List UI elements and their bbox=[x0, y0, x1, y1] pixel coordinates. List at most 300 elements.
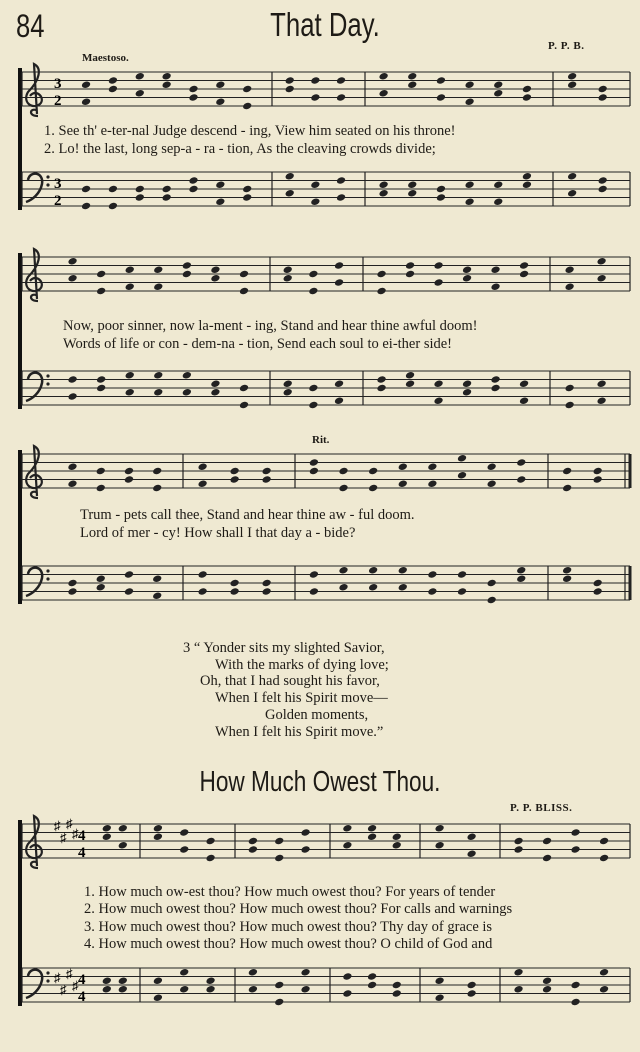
lyric-line-verse-1: 1. See th' e-ter-nal Judge descend - ing, View him seated on his throne! bbox=[44, 123, 456, 139]
note-head bbox=[487, 462, 497, 471]
note-head bbox=[567, 80, 577, 89]
note-head bbox=[102, 832, 112, 841]
note-head bbox=[283, 265, 293, 274]
note-head bbox=[599, 968, 609, 977]
note-head bbox=[152, 591, 162, 600]
note-head bbox=[179, 845, 189, 854]
note-head bbox=[283, 388, 293, 397]
note-head bbox=[597, 396, 607, 405]
note-head bbox=[182, 371, 192, 380]
note-head bbox=[210, 274, 220, 283]
hymn-title-how-much-owest-thou: How Much Owest Thou. bbox=[199, 766, 441, 798]
note-head bbox=[490, 282, 500, 291]
note-head bbox=[436, 76, 446, 85]
note-head bbox=[102, 824, 112, 833]
lyrics-system-2 bbox=[63, 317, 477, 353]
time-signature-top: 3 bbox=[54, 76, 62, 92]
note-head bbox=[368, 566, 378, 575]
verse-line: When I felt his Spirit move.” bbox=[215, 723, 384, 740]
note-head bbox=[182, 388, 192, 397]
note-head bbox=[433, 396, 443, 405]
note-head bbox=[125, 265, 135, 274]
note-head bbox=[436, 93, 446, 102]
note-head bbox=[570, 998, 580, 1007]
note-head bbox=[433, 278, 443, 287]
note-head bbox=[81, 97, 91, 106]
note-head bbox=[338, 484, 348, 493]
note-head bbox=[108, 76, 118, 85]
note-head bbox=[516, 458, 526, 467]
note-head bbox=[198, 462, 208, 471]
note-head bbox=[367, 824, 377, 833]
lyric-line-verse-1: 1. How much ow-est thou? How much owest thou? For years of tender bbox=[84, 884, 496, 900]
note-head bbox=[493, 180, 503, 189]
hymn-title-that-day: That Day. bbox=[270, 6, 380, 43]
note-head bbox=[179, 828, 189, 837]
note-head bbox=[210, 379, 220, 388]
note-head bbox=[398, 479, 408, 488]
note-head bbox=[309, 570, 319, 579]
note-head bbox=[542, 985, 552, 994]
note-head bbox=[215, 80, 225, 89]
note-head bbox=[285, 76, 295, 85]
verse-line: Oh, that I had sought his favor, bbox=[200, 673, 380, 690]
lyrics-system-1 bbox=[44, 122, 456, 158]
note-head bbox=[283, 274, 293, 283]
note-head bbox=[230, 467, 240, 476]
note-head bbox=[436, 185, 446, 194]
note-head bbox=[242, 85, 252, 94]
note-head bbox=[392, 989, 402, 998]
note-head bbox=[565, 282, 575, 291]
note-head bbox=[124, 570, 134, 579]
note-head bbox=[67, 587, 77, 596]
note-head bbox=[457, 587, 467, 596]
note-head bbox=[598, 185, 608, 194]
note-head bbox=[367, 972, 377, 981]
page-number: 84 bbox=[16, 8, 45, 44]
bass-clef-dot bbox=[46, 382, 49, 385]
note-head bbox=[597, 274, 607, 283]
note-head bbox=[467, 832, 477, 841]
note-head bbox=[108, 85, 118, 94]
note-head bbox=[368, 583, 378, 592]
note-head bbox=[427, 570, 437, 579]
note-head bbox=[562, 484, 572, 493]
note-head bbox=[405, 379, 415, 388]
note-head bbox=[96, 384, 106, 393]
lyric-line-verse-2: 2. Lo! the last, long sep-a - ra - tion, As the cleaving crowds divide; bbox=[44, 141, 436, 157]
note-head bbox=[542, 976, 552, 985]
note-head bbox=[198, 479, 208, 488]
note-head bbox=[392, 841, 402, 850]
note-head bbox=[570, 845, 580, 854]
note-head bbox=[570, 828, 580, 837]
time-signature-bottom: 2 bbox=[54, 93, 62, 109]
note-head bbox=[153, 832, 163, 841]
note-head bbox=[300, 968, 310, 977]
bass-clef-dot bbox=[46, 577, 49, 580]
note-head bbox=[334, 278, 344, 287]
note-head bbox=[248, 968, 258, 977]
note-head bbox=[309, 467, 319, 476]
lyrics-system-3 bbox=[80, 506, 415, 542]
note-head bbox=[310, 76, 320, 85]
note-head bbox=[300, 845, 310, 854]
note-head bbox=[274, 998, 284, 1007]
note-head bbox=[96, 583, 106, 592]
note-head bbox=[398, 583, 408, 592]
note-head bbox=[205, 976, 215, 985]
note-head bbox=[405, 261, 415, 270]
note-head bbox=[598, 176, 608, 185]
note-head bbox=[68, 274, 78, 283]
note-head bbox=[262, 467, 272, 476]
note-head bbox=[242, 102, 252, 111]
note-head bbox=[407, 72, 417, 81]
note-head bbox=[562, 566, 572, 575]
bass-clef-dot bbox=[46, 374, 49, 377]
ritardando-marking: Rit. bbox=[312, 434, 330, 446]
note-head bbox=[125, 282, 135, 291]
note-head bbox=[516, 566, 526, 575]
lyric-line-verse-2: Words of life or con - dem-na - tion, Send each soul to ei-ther side! bbox=[63, 336, 453, 352]
note-head bbox=[96, 375, 106, 384]
note-head bbox=[519, 270, 529, 279]
note-head bbox=[108, 185, 118, 194]
note-head bbox=[125, 388, 135, 397]
note-head bbox=[162, 72, 172, 81]
note-head bbox=[379, 180, 389, 189]
note-head bbox=[407, 80, 417, 89]
note-head bbox=[597, 379, 607, 388]
sharp-icon: ♯ bbox=[66, 816, 73, 831]
note-head bbox=[379, 89, 389, 98]
note-head bbox=[153, 993, 163, 1002]
note-head bbox=[262, 579, 272, 588]
note-head bbox=[153, 265, 163, 274]
note-head bbox=[230, 475, 240, 484]
note-head bbox=[493, 197, 503, 206]
note-head bbox=[593, 467, 603, 476]
note-head bbox=[567, 189, 577, 198]
note-head bbox=[215, 97, 225, 106]
note-head bbox=[205, 985, 215, 994]
note-head bbox=[522, 180, 532, 189]
note-head bbox=[392, 832, 402, 841]
verse-line: Golden moments, bbox=[265, 706, 369, 723]
note-head bbox=[490, 384, 500, 393]
note-head bbox=[153, 371, 163, 380]
note-head bbox=[334, 396, 344, 405]
note-head bbox=[308, 270, 318, 279]
note-head bbox=[336, 176, 346, 185]
note-head bbox=[124, 587, 134, 596]
note-head bbox=[398, 566, 408, 575]
note-head bbox=[599, 854, 609, 863]
note-head bbox=[262, 587, 272, 596]
note-head bbox=[182, 261, 192, 270]
note-head bbox=[336, 193, 346, 202]
note-head bbox=[310, 197, 320, 206]
note-head bbox=[67, 479, 77, 488]
note-head bbox=[599, 985, 609, 994]
note-head bbox=[81, 185, 91, 194]
note-head bbox=[392, 981, 402, 990]
lyric-line-verse-2: Lord of mer - cy! How shall I that day a - bide? bbox=[80, 525, 356, 541]
note-head bbox=[342, 824, 352, 833]
note-head bbox=[513, 845, 523, 854]
time-signature-bottom: 4 bbox=[78, 989, 86, 1005]
note-head bbox=[274, 837, 284, 846]
note-head bbox=[368, 467, 378, 476]
note-head bbox=[427, 462, 437, 471]
bass-clef-dot bbox=[46, 569, 49, 572]
bass-clef-dot bbox=[46, 175, 49, 178]
note-head bbox=[376, 384, 386, 393]
verse-line: 3 “ Yonder sits my slighted Savior, bbox=[183, 640, 385, 656]
note-head bbox=[118, 976, 128, 985]
note-head bbox=[562, 574, 572, 583]
note-head bbox=[274, 854, 284, 863]
note-head bbox=[96, 270, 106, 279]
note-head bbox=[336, 93, 346, 102]
note-head bbox=[405, 270, 415, 279]
note-head bbox=[462, 265, 472, 274]
note-head bbox=[457, 454, 467, 463]
verse-line: With the marks of dying love; bbox=[215, 656, 389, 673]
note-head bbox=[513, 968, 523, 977]
note-head bbox=[513, 837, 523, 846]
note-head bbox=[490, 375, 500, 384]
note-head bbox=[597, 257, 607, 266]
note-head bbox=[96, 287, 106, 296]
note-head bbox=[179, 985, 189, 994]
note-head bbox=[152, 574, 162, 583]
note-head bbox=[198, 587, 208, 596]
note-head bbox=[67, 462, 77, 471]
note-head bbox=[427, 479, 437, 488]
note-head bbox=[308, 287, 318, 296]
note-head bbox=[376, 270, 386, 279]
note-head bbox=[493, 89, 503, 98]
note-head bbox=[462, 379, 472, 388]
note-head bbox=[593, 475, 603, 484]
note-head bbox=[248, 845, 258, 854]
note-head bbox=[427, 587, 437, 596]
note-head bbox=[162, 193, 172, 202]
note-head bbox=[309, 587, 319, 596]
note-head bbox=[487, 579, 497, 588]
note-head bbox=[300, 828, 310, 837]
note-head bbox=[467, 849, 477, 858]
note-head bbox=[102, 976, 112, 985]
tempo-marking: Maestoso. bbox=[82, 52, 129, 64]
note-head bbox=[493, 80, 503, 89]
note-head bbox=[457, 471, 467, 480]
note-head bbox=[336, 76, 346, 85]
note-head bbox=[465, 80, 475, 89]
note-head bbox=[334, 379, 344, 388]
note-head bbox=[567, 172, 577, 181]
time-signature-top: 4 bbox=[78, 828, 86, 844]
note-head bbox=[239, 270, 249, 279]
note-head bbox=[593, 587, 603, 596]
note-head bbox=[81, 202, 91, 211]
note-head bbox=[285, 85, 295, 94]
lyric-line-verse-1: Trum - pets call thee, Stand and hear thine aw - ful doom. bbox=[80, 507, 415, 523]
bass-clef-dot bbox=[46, 183, 49, 186]
note-head bbox=[565, 401, 575, 410]
note-head bbox=[68, 375, 78, 384]
lyric-line-verse-2: 2. How much owest thou? How much owest thou? For calls and warnings bbox=[84, 901, 513, 918]
note-head bbox=[283, 379, 293, 388]
note-head bbox=[135, 193, 145, 202]
sharp-icon: ♯ bbox=[66, 966, 73, 981]
note-head bbox=[519, 261, 529, 270]
note-head bbox=[188, 176, 198, 185]
lyric-line-verse-1: Now, poor sinner, now la-ment - ing, Stand and hear thine awful doom! bbox=[63, 318, 478, 334]
note-head bbox=[433, 261, 443, 270]
note-head bbox=[135, 72, 145, 81]
note-head bbox=[570, 981, 580, 990]
note-head bbox=[308, 401, 318, 410]
note-head bbox=[210, 265, 220, 274]
note-head bbox=[242, 185, 252, 194]
note-head bbox=[435, 841, 445, 850]
note-head bbox=[205, 837, 215, 846]
note-head bbox=[519, 379, 529, 388]
note-head bbox=[152, 484, 162, 493]
note-head bbox=[118, 841, 128, 850]
note-head bbox=[248, 837, 258, 846]
sharp-icon: ♯ bbox=[60, 982, 67, 997]
note-head bbox=[81, 80, 91, 89]
note-head bbox=[285, 189, 295, 198]
note-head bbox=[215, 180, 225, 189]
note-head bbox=[405, 371, 415, 380]
note-head bbox=[465, 180, 475, 189]
note-head bbox=[239, 384, 249, 393]
note-head bbox=[162, 80, 172, 89]
note-head bbox=[309, 458, 319, 467]
note-head bbox=[367, 981, 377, 990]
note-head bbox=[435, 976, 445, 985]
note-head bbox=[522, 93, 532, 102]
note-head bbox=[376, 287, 386, 296]
note-head bbox=[435, 993, 445, 1002]
note-head bbox=[598, 93, 608, 102]
note-head bbox=[124, 475, 134, 484]
note-head bbox=[153, 282, 163, 291]
note-head bbox=[338, 566, 348, 575]
note-head bbox=[153, 976, 163, 985]
note-head bbox=[152, 467, 162, 476]
note-head bbox=[334, 261, 344, 270]
note-head bbox=[68, 392, 78, 401]
note-head bbox=[513, 985, 523, 994]
bass-clef-dot bbox=[46, 979, 49, 982]
note-head bbox=[230, 587, 240, 596]
lyric-line-verse-3: 3. How much owest thou? How much owest thou? Thy day of grace is bbox=[84, 918, 493, 935]
note-head bbox=[230, 579, 240, 588]
composer-credit: P. P. B. bbox=[548, 40, 585, 52]
note-head bbox=[162, 185, 172, 194]
note-head bbox=[310, 93, 320, 102]
note-head bbox=[96, 467, 106, 476]
time-signature-bottom: 4 bbox=[78, 845, 86, 861]
note-head bbox=[462, 388, 472, 397]
note-head bbox=[118, 824, 128, 833]
note-head bbox=[108, 202, 118, 211]
sharp-icon: ♯ bbox=[72, 978, 79, 993]
time-signature-top: 3 bbox=[54, 176, 62, 192]
note-head bbox=[368, 484, 378, 493]
composer-credit: P. P. BLISS. bbox=[510, 802, 573, 814]
note-head bbox=[379, 189, 389, 198]
time-signature-bottom: 2 bbox=[54, 193, 62, 209]
note-head bbox=[153, 388, 163, 397]
note-head bbox=[135, 185, 145, 194]
note-head bbox=[68, 257, 78, 266]
note-head bbox=[467, 981, 477, 990]
note-head bbox=[188, 85, 198, 94]
note-head bbox=[542, 854, 552, 863]
note-head bbox=[565, 384, 575, 393]
note-head bbox=[593, 579, 603, 588]
note-head bbox=[67, 579, 77, 588]
note-head bbox=[567, 72, 577, 81]
note-head bbox=[562, 467, 572, 476]
sharp-icon: ♯ bbox=[54, 970, 61, 985]
note-head bbox=[376, 375, 386, 384]
note-head bbox=[125, 371, 135, 380]
note-head bbox=[188, 185, 198, 194]
note-head bbox=[215, 197, 225, 206]
lyrics-system-4 bbox=[84, 884, 512, 953]
note-head bbox=[407, 189, 417, 198]
note-head bbox=[490, 265, 500, 274]
note-head bbox=[310, 180, 320, 189]
note-head bbox=[135, 89, 145, 98]
note-head bbox=[248, 985, 258, 994]
lyric-line-verse-4: 4. How much owest thou? How much owest thou? O child of God and bbox=[84, 935, 493, 952]
note-head bbox=[398, 462, 408, 471]
note-head bbox=[598, 85, 608, 94]
note-head bbox=[465, 197, 475, 206]
note-head bbox=[565, 265, 575, 274]
note-head bbox=[308, 384, 318, 393]
note-head bbox=[274, 981, 284, 990]
note-head bbox=[96, 484, 106, 493]
note-head bbox=[487, 479, 497, 488]
sharp-icon: ♯ bbox=[72, 826, 79, 841]
note-head bbox=[522, 172, 532, 181]
note-head bbox=[516, 475, 526, 484]
note-head bbox=[462, 274, 472, 283]
note-head bbox=[210, 388, 220, 397]
note-head bbox=[379, 72, 389, 81]
note-head bbox=[487, 596, 497, 605]
note-head bbox=[342, 989, 352, 998]
note-head bbox=[188, 93, 198, 102]
note-head bbox=[262, 475, 272, 484]
note-head bbox=[205, 854, 215, 863]
note-head bbox=[522, 85, 532, 94]
note-head bbox=[436, 193, 446, 202]
verse-3 bbox=[183, 640, 389, 740]
note-head bbox=[96, 574, 106, 583]
